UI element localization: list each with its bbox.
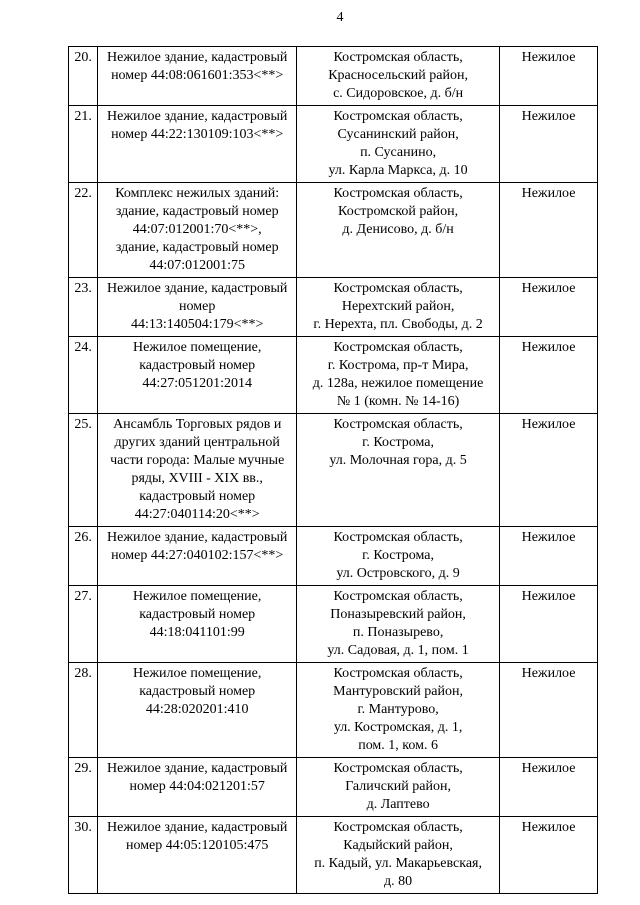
property-name-line: кадастровый номер [139,684,256,699]
property-address-line: г. Нерехта, пл. Свободы, д. 2 [313,317,483,332]
property-name-line: здание, кадастровый номер [115,240,279,255]
property-name-cell [98,758,297,817]
property-name-line: Нежилое здание, кадастровый [107,50,288,65]
property-address-cell [297,337,500,414]
property-address-line: пом. 1, ком. 6 [358,738,438,753]
property-name-line: Комплекс нежилых зданий: [115,186,280,201]
property-address-cell [297,758,500,817]
property-name-line: номер [179,299,216,314]
property-address-line: Галичский район, [345,779,451,794]
table-row [69,337,598,414]
property-address-cell [297,278,500,337]
property-name-cell [98,414,297,527]
property-address-line: п. Кадый, ул. Макарьевская, [314,856,482,871]
property-address-line: Костромская область, [333,340,463,355]
row-number: 29. [69,758,98,817]
property-address-line: Костромская область, [333,530,463,545]
property-address-line: Костромская область, [333,666,463,681]
property-name-line: кадастровый номер [139,489,256,504]
row-number: 30. [69,817,98,894]
table-row [69,414,598,527]
property-address-cell [297,47,500,106]
property-type-cell: Нежилое [500,106,598,183]
property-name-cell [98,47,297,106]
row-number: 24. [69,337,98,414]
row-number: 21. [69,106,98,183]
property-name-line: 44:13:140504:179<**> [130,317,264,332]
property-address-line: г. Мантурово, [357,702,439,717]
property-address-line: г. Кострома, пр-т Мира, [327,358,469,373]
property-address-line: ул. Молочная гора, д. 5 [329,453,467,468]
property-address-line: ул. Садовая, д. 1, пом. 1 [327,643,469,658]
property-type-cell: Нежилое [500,663,598,758]
property-address-line: д. Лаптево [366,797,430,812]
property-name-line: номер 44:08:061601:353<**> [111,68,284,83]
property-address-line: Костромская область, [333,186,463,201]
property-address-line: Мантуровский район, [333,684,463,699]
property-address-line: Кадыйский район, [343,838,453,853]
property-name-line: Нежилое помещение, [133,340,262,355]
row-number: 27. [69,586,98,663]
property-address-line: Костромская область, [333,109,463,124]
property-type-cell: Нежилое [500,47,598,106]
property-name-line: Нежилое здание, кадастровый [107,281,288,296]
property-type-cell: Нежилое [500,278,598,337]
property-name-line: кадастровый номер [139,607,256,622]
table-row [69,527,598,586]
property-name-line: номер 44:22:130109:103<**> [111,127,284,142]
property-address-line: Поназыревский район, [330,607,466,622]
property-name-line: номер 44:27:040102:157<**> [111,548,284,563]
property-address-line: д. 80 [384,874,413,889]
row-number: 23. [69,278,98,337]
property-address-line: г. Кострома, [362,548,435,563]
property-address-line: ул. Карла Маркса, д. 10 [328,163,468,178]
row-number: 22. [69,183,98,278]
property-type-cell: Нежилое [500,586,598,663]
property-name-line: Ансамбль Торговых рядов и [113,417,282,432]
table-row [69,586,598,663]
property-address-line: Красносельский район, [328,68,468,83]
property-address-line: Нерехтский район, [341,299,455,314]
table-row [69,183,598,278]
table-row [69,278,598,337]
property-name-line: части города: Малые мучные [110,453,285,468]
property-type-cell: Нежилое [500,337,598,414]
property-address-line: с. Сидоровское, д. б/н [333,86,464,101]
table-row [69,663,598,758]
page-number: 4 [336,10,344,25]
property-address-cell [297,586,500,663]
property-address-line: ул. Костромская, д. 1, [333,720,463,735]
property-name-cell [98,663,297,758]
property-address-line: п. Сусанино, [360,145,437,160]
property-name-line: 44:27:040114:20<**> [134,507,260,522]
property-address-line: Костромская область, [333,761,463,776]
property-name-line: 44:27:051201:2014 [142,376,253,391]
property-address-cell [297,527,500,586]
property-address-line: Костромская область, [333,589,463,604]
property-name-cell [98,527,297,586]
property-address-line: Костромская область, [333,820,463,835]
property-name-line: 44:28:020201:410 [145,702,249,717]
property-name-line: здание, кадастровый номер [115,204,279,219]
property-address-line: Костромская область, [333,50,463,65]
row-number: 25. [69,414,98,527]
property-name-line: Нежилое помещение, [133,589,262,604]
property-name-line: ряды, XVIII - XIX вв., [131,471,263,486]
property-name-line: Нежилое здание, кадастровый [107,109,288,124]
property-address-line: ул. Островского, д. 9 [336,566,460,581]
property-name-line: других зданий центральной [114,435,280,450]
property-name-line: 44:07:012001:70<**>, [132,222,262,237]
property-address-cell [297,663,500,758]
table-row [69,817,598,894]
property-address-line: Костромская область, [333,417,463,432]
property-address-line: д. Денисово, д. б/н [342,222,454,237]
property-name-cell [98,183,297,278]
table-row [69,106,598,183]
property-name-line: Нежилое здание, кадастровый [107,820,288,835]
table-row [69,47,598,106]
property-address-line: Сусанинский район, [337,127,459,142]
property-name-cell [98,278,297,337]
property-type-cell: Нежилое [500,414,598,527]
property-name-cell [98,106,297,183]
property-name-cell [98,817,297,894]
property-address-line: Костромской район, [338,204,459,219]
row-number: 20. [69,47,98,106]
property-address-cell [297,817,500,894]
property-address-line: д. 128а, нежилое помещение [312,376,484,391]
property-name-line: номер 44:04:021201:57 [129,779,265,794]
property-name-line: 44:18:041101:99 [149,625,245,640]
property-address-cell [297,414,500,527]
property-name-line: Нежилое здание, кадастровый [107,530,288,545]
property-address-line: Костромская область, [333,281,463,296]
property-name-line: 44:07:012001:75 [149,258,246,273]
property-type-cell: Нежилое [500,817,598,894]
property-address-cell [297,106,500,183]
property-name-line: Нежилое помещение, [133,666,262,681]
property-address-cell [297,183,500,278]
property-address-line: № 1 (комн. № 14-16) [336,394,460,409]
property-name-cell [98,337,297,414]
property-name-line: номер 44:05:120105:475 [125,838,269,853]
property-table [68,46,598,894]
table-row [69,758,598,817]
property-address-line: п. Поназырево, [352,625,444,640]
property-type-cell: Нежилое [500,183,598,278]
row-number: 28. [69,663,98,758]
property-type-cell: Нежилое [500,758,598,817]
property-name-cell [98,586,297,663]
property-address-line: г. Кострома, [362,435,435,450]
property-name-line: Нежилое здание, кадастровый [107,761,288,776]
property-table-body [69,47,598,894]
row-number: 26. [69,527,98,586]
property-type-cell: Нежилое [500,527,598,586]
property-name-line: кадастровый номер [139,358,256,373]
